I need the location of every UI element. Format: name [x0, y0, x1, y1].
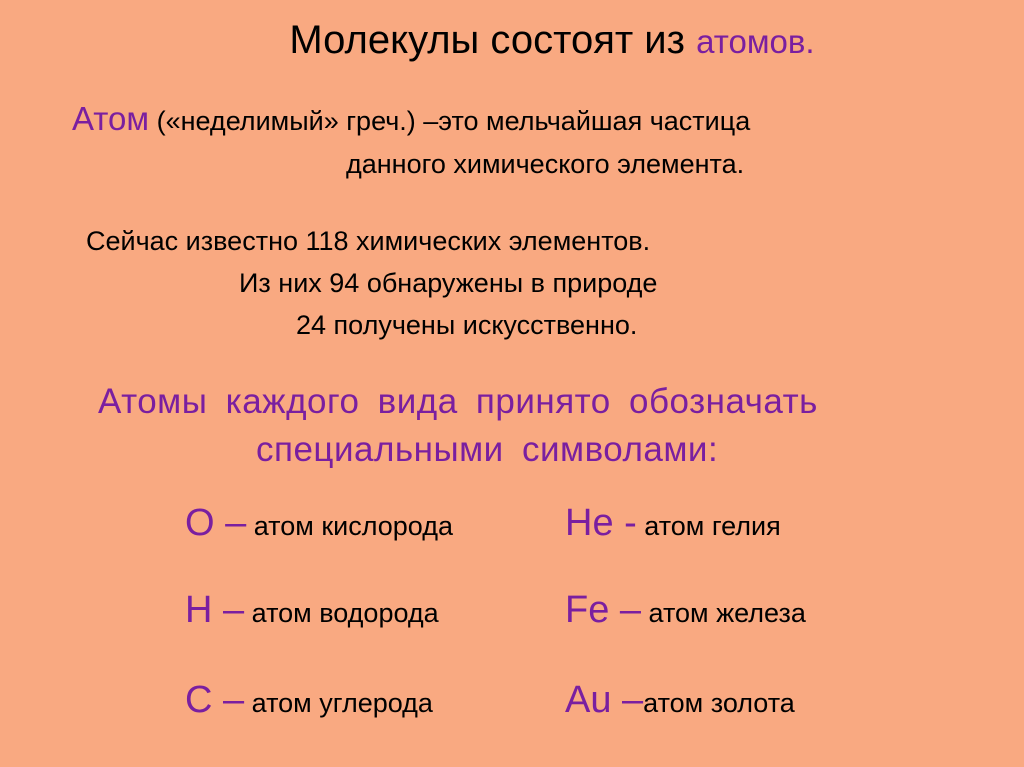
- example-carbon: [185, 679, 433, 722]
- info-line-1: Сейчас известно 118 химических элементов.: [86, 226, 651, 256]
- example-text: атом гелия: [636, 511, 781, 541]
- example-helium: [565, 502, 781, 545]
- example-oxygen: [185, 502, 453, 545]
- example-hydrogen: [185, 589, 439, 632]
- example-symbol: Au –: [565, 679, 644, 721]
- example-symbol: H –: [185, 589, 245, 631]
- example-text: атом углерода: [244, 688, 433, 718]
- example-symbol: He -: [565, 502, 637, 544]
- title-accent: атомов.: [696, 23, 815, 60]
- example-symbol: Fe –: [565, 589, 642, 631]
- info-line-3: 24 получены искусственно.: [296, 310, 638, 340]
- example-text: атом золота: [643, 688, 795, 718]
- example-text: атом кислорода: [246, 511, 453, 541]
- symbols-heading-line-2: специальными символами:: [256, 430, 719, 469]
- example-symbol: C –: [185, 679, 245, 721]
- example-symbol: O –: [185, 502, 247, 544]
- definition-line-1: [72, 100, 750, 138]
- title-lead: Молекулы состоят из: [289, 18, 685, 62]
- example-text: атом железа: [641, 598, 806, 628]
- example-gold: [565, 679, 795, 722]
- example-iron: [565, 589, 806, 632]
- definition-term: Атом: [72, 100, 150, 137]
- info-line-2: Из них 94 обнаружены в природе: [239, 268, 658, 298]
- example-text: атом водорода: [244, 598, 439, 628]
- definition-line-2: данного химического элемента.: [346, 149, 745, 179]
- slide-title: [0, 18, 1024, 63]
- definition-line-1-text: («неделимый» греч.) –это мельчайшая частица: [156, 106, 751, 136]
- symbols-heading-line-1: Атомы каждого вида принято обозначать: [98, 382, 818, 421]
